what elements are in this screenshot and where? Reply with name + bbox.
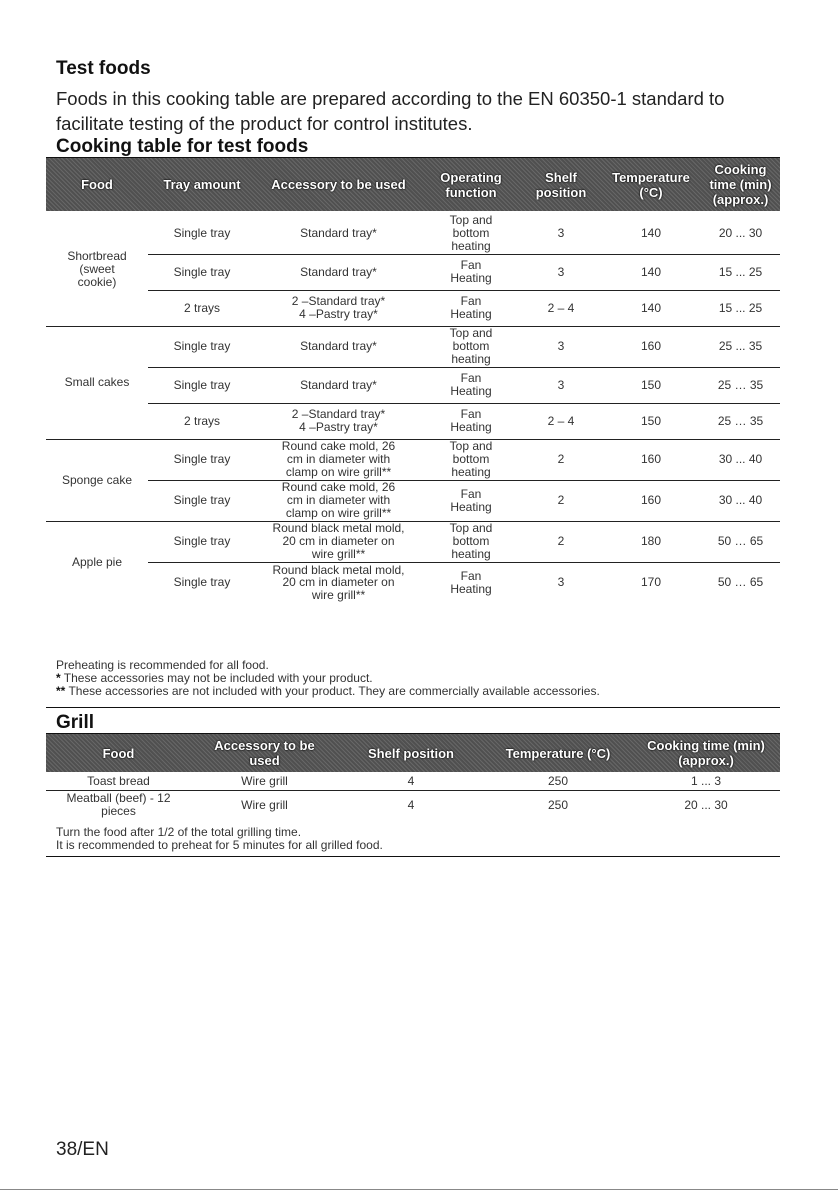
tray-amount: 2 trays — [148, 290, 256, 326]
table-title: Cooking table for test foods — [56, 136, 309, 157]
cooking-table — [46, 213, 780, 603]
temperature: 160 — [601, 480, 701, 521]
tray-amount: Single tray — [173, 225, 231, 240]
notes-rule — [46, 707, 780, 708]
grill-accessory: Wire grill — [191, 790, 338, 820]
header-operating-function: Operating function — [440, 169, 502, 200]
temperature: 150 — [601, 367, 701, 403]
intro-paragraph: Foods in this cooking table are prepared according to the EN 60350-1 standard to facilitate testing of the product for control institutes. — [56, 88, 725, 134]
temperature: 150 — [601, 403, 701, 439]
operating-function: Top and bottom heating — [421, 439, 521, 480]
shelf-position: 3 — [521, 254, 601, 290]
cooking-time: 50 … 65 — [701, 521, 780, 562]
grill-table-body — [46, 773, 780, 820]
tray-amount: Single tray — [148, 326, 256, 367]
grill-header-shelf: Shelf position — [368, 745, 454, 761]
shelf-position: 3 — [521, 326, 601, 367]
grill-shelf: 4 — [338, 790, 484, 820]
cooking-table-row — [46, 480, 780, 521]
cooking-time: 25 ... 35 — [701, 326, 780, 367]
grill-cooking-time: 1 ... 3 — [690, 773, 722, 788]
grill-table-header — [46, 734, 780, 772]
tray-amount: Single tray — [148, 480, 256, 521]
tray-amount: Single tray — [148, 562, 256, 603]
cooking-time: 30 ... 40 — [701, 439, 780, 480]
temperature: 140 — [601, 290, 701, 326]
food-name: Sponge cake — [46, 439, 148, 521]
grill-accessory: Wire grill — [241, 773, 288, 788]
operating-function: Fan Heating — [421, 403, 521, 439]
cooking-table-header — [46, 158, 780, 211]
cooking-table-row — [46, 254, 780, 290]
header-accessory: Accessory to be used — [271, 177, 406, 192]
food-name: Shortbread (sweet cookie) — [67, 249, 127, 289]
note-preheat: Preheating is recommended for all food. — [56, 658, 269, 672]
accessory: Standard tray* — [256, 367, 421, 403]
cooking-time: 50 … 65 — [701, 562, 780, 603]
temperature: 140 — [640, 225, 662, 240]
shelf-position: 3 — [521, 562, 601, 603]
note-single-star: * These accessories may not be included with your product. — [56, 671, 373, 685]
cooking-time: 15 ... 25 — [701, 290, 780, 326]
accessory: Round black metal mold, 20 cm in diameter on wire grill** — [256, 521, 421, 562]
grill-note: It is recommended to preheat for 5 minutes for all grilled food. — [56, 838, 383, 852]
shelf-position: 2 — [521, 480, 601, 521]
grill-temperature: 250 — [547, 773, 569, 788]
cooking-table-row — [46, 521, 780, 562]
food-name: Apple pie — [46, 521, 148, 603]
cooking-time: 15 ... 25 — [701, 254, 780, 290]
grill-shelf: 4 — [407, 773, 415, 788]
temperature: 140 — [601, 254, 701, 290]
temperature: 180 — [601, 521, 701, 562]
grill-header-temperature: Temperature (°C) — [505, 745, 611, 761]
tray-amount: Single tray — [148, 439, 256, 480]
tray-amount: 2 trays — [148, 403, 256, 439]
tray-amount: Single tray — [148, 521, 256, 562]
shelf-position: 3 — [557, 225, 565, 240]
section-title: Test foods — [56, 58, 151, 79]
grill-table-row — [46, 790, 780, 820]
cooking-table-body — [46, 213, 780, 603]
header-temperature: Temperature (°C) — [612, 169, 690, 200]
accessory: Round cake mold, 26 cm in diameter with clamp on wire grill** — [256, 480, 421, 521]
grill-note: Turn the food after 1/2 of the total grilling time. — [56, 825, 302, 839]
grill-table — [46, 773, 780, 820]
grill-food: Meatball (beef) - 12 pieces — [46, 790, 191, 820]
accessory: Round black metal mold, 20 cm in diameter on wire grill** — [256, 562, 421, 603]
operating-function: Fan Heating — [421, 562, 521, 603]
cooking-table-row — [46, 367, 780, 403]
shelf-position: 2 — [521, 439, 601, 480]
operating-function: Fan Heating — [421, 254, 521, 290]
operating-function: Top and bottom heating — [449, 213, 493, 253]
cooking-table-row — [46, 326, 780, 367]
food-name: Small cakes — [46, 326, 148, 439]
operating-function: Fan Heating — [421, 480, 521, 521]
operating-function: Fan Heating — [421, 290, 521, 326]
grill-table-row — [46, 773, 780, 790]
cooking-time: 20 ... 30 — [718, 225, 763, 240]
accessory: Standard tray* — [256, 254, 421, 290]
cooking-time: 30 ... 40 — [701, 480, 780, 521]
accessory: Standard tray* — [256, 326, 421, 367]
header-shelf-position: Shelf position — [535, 169, 587, 200]
grill-header-accessory: Accessory to be used — [214, 738, 315, 768]
operating-function: Fan Heating — [421, 367, 521, 403]
shelf-position: 2 – 4 — [521, 403, 601, 439]
shelf-position: 2 — [521, 521, 601, 562]
header-food: Food — [81, 177, 113, 192]
temperature: 170 — [601, 562, 701, 603]
grill-temperature: 250 — [484, 790, 632, 820]
cooking-time: 25 … 35 — [701, 403, 780, 439]
header-tray-amount: Tray amount — [163, 177, 241, 192]
shelf-position: 2 – 4 — [521, 290, 601, 326]
grill-title: Grill — [56, 712, 95, 733]
table-notes — [56, 659, 600, 698]
cooking-table-row — [46, 403, 780, 439]
cooking-table-row — [46, 290, 780, 326]
accessory: 2 –Standard tray* 4 –Pastry tray* — [256, 290, 421, 326]
shelf-position: 3 — [521, 367, 601, 403]
cooking-table-row — [46, 213, 780, 254]
note-double-star: ** These accessories are not included with your product. They are commercially available accessories. — [56, 684, 600, 698]
grill-food: Toast bread — [87, 773, 150, 788]
temperature: 160 — [601, 439, 701, 480]
grill-cooking-time: 20 ... 30 — [632, 790, 780, 820]
operating-function: Top and bottom heating — [421, 326, 521, 367]
tray-amount: Single tray — [148, 367, 256, 403]
temperature: 160 — [601, 326, 701, 367]
accessory: Standard tray* — [300, 225, 377, 240]
grill-notes-rule — [46, 856, 780, 857]
page-bottom-rule — [0, 1189, 838, 1190]
cooking-table-row — [46, 439, 780, 480]
accessory: 2 –Standard tray* 4 –Pastry tray* — [256, 403, 421, 439]
cooking-table-row — [46, 562, 780, 603]
grill-header-cooking-time: Cooking time (min) (approx.) — [647, 738, 765, 768]
cooking-time: 25 … 35 — [701, 367, 780, 403]
accessory: Round cake mold, 26 cm in diameter with clamp on wire grill** — [256, 439, 421, 480]
grill-header-food: Food — [102, 745, 135, 761]
page-number: 38/EN — [56, 1139, 109, 1160]
tray-amount: Single tray — [148, 254, 256, 290]
operating-function: Top and bottom heating — [421, 521, 521, 562]
grill-notes — [56, 826, 383, 852]
header-cooking-time: Cooking time (min) (approx.) — [709, 162, 772, 207]
